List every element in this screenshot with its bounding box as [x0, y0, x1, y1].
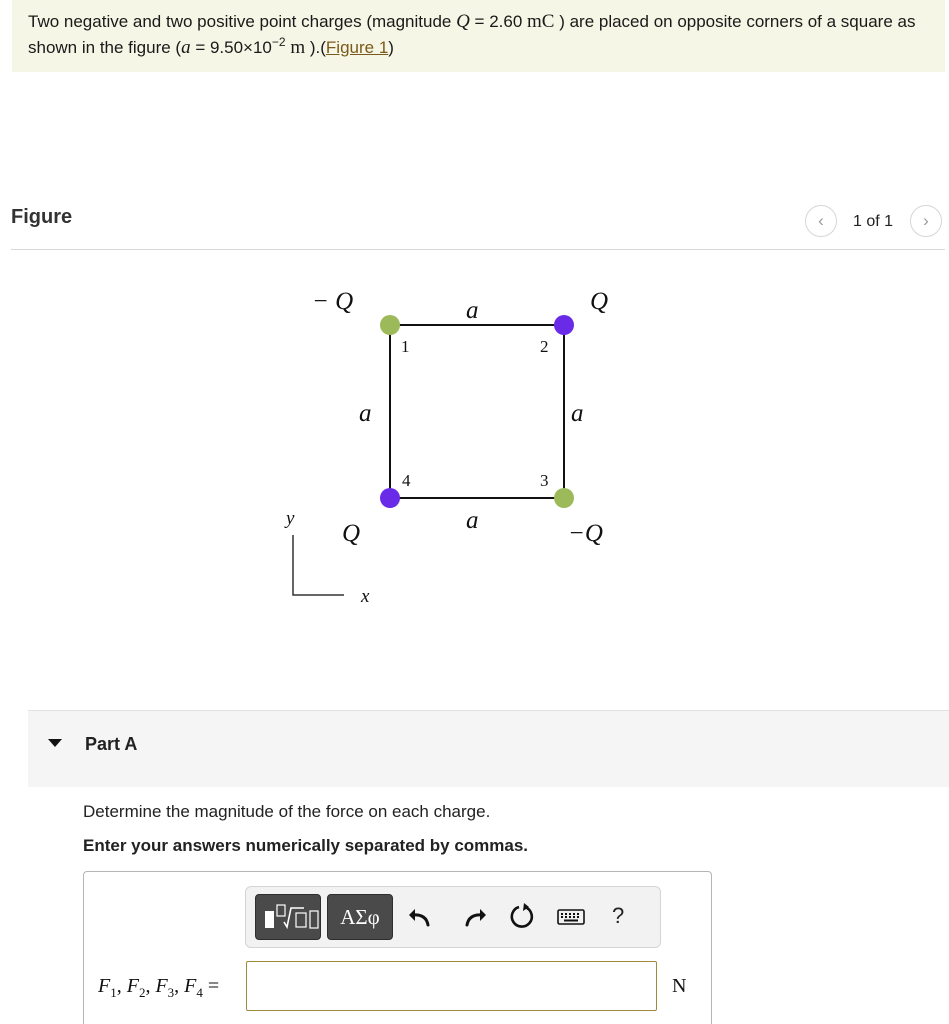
answer-input[interactable]	[246, 961, 657, 1011]
figure-link[interactable]: Figure 1	[325, 38, 389, 57]
sep-3: ,	[174, 975, 185, 997]
equals-sign: =	[202, 975, 220, 997]
figure-page-count: 1 of 1	[853, 213, 894, 230]
side-symbol: a	[181, 37, 191, 58]
redo-icon	[459, 901, 489, 931]
charge-2-number: 2	[540, 337, 549, 356]
side-label-top: a	[466, 297, 479, 324]
charge-3-number: 3	[540, 471, 549, 490]
instruction-text: Enter your answers numerically separated by commas.	[83, 836, 529, 855]
sub-4: 4	[196, 985, 203, 1000]
greek-symbols-button[interactable]: ΑΣφ	[327, 894, 393, 940]
answer-variable-label	[98, 975, 219, 1001]
redo-button[interactable]	[459, 901, 489, 931]
axis-y-label: y	[286, 508, 295, 529]
side-unit: m	[285, 37, 306, 58]
axes	[293, 535, 344, 595]
help-button[interactable]: ?	[612, 903, 625, 928]
problem-statement	[12, 0, 945, 72]
sub-1: 1	[110, 985, 117, 1000]
reset-icon	[507, 901, 537, 931]
figure-title: Figure	[11, 206, 73, 228]
undo-button[interactable]	[406, 901, 436, 931]
part-a-label: Part A	[85, 734, 138, 754]
charge-2-label: Q	[590, 288, 609, 315]
var-f2: F	[126, 975, 139, 997]
problem-text-3: ).(	[305, 38, 326, 57]
problem-text-2: ) are placed on opposite corners of a square as shown in the figure (	[28, 12, 916, 57]
charge-1-label: − Q	[312, 288, 354, 315]
prev-figure-button[interactable]	[805, 205, 837, 237]
charge-2-dot	[554, 315, 574, 335]
chevron-left-icon: ‹	[818, 211, 824, 230]
keyboard-icon	[556, 901, 586, 931]
side-label-bottom: a	[466, 507, 479, 534]
charge-3-label: −Q	[568, 520, 603, 547]
charge-4-dot	[380, 488, 400, 508]
charge-3-dot	[554, 488, 574, 508]
charge-diagram	[0, 250, 949, 705]
figure-pager	[799, 205, 949, 239]
question-text: Determine the magnitude of the force on each charge.	[83, 802, 491, 821]
reset-button[interactable]	[507, 901, 537, 931]
templates-button[interactable]	[255, 894, 321, 940]
charge-4-label: Q	[342, 520, 361, 547]
charge-1-number: 1	[401, 337, 410, 356]
var-f4: F	[184, 975, 197, 997]
side-label-left: a	[359, 400, 372, 427]
side-label-right: a	[571, 400, 584, 427]
undo-icon	[406, 901, 436, 931]
problem-text-4: )	[388, 38, 394, 57]
sep-1: ,	[116, 975, 127, 997]
charge-4-number: 4	[402, 471, 411, 490]
charge-value: = 2.60	[469, 12, 528, 31]
charge-1-dot	[380, 315, 400, 335]
sub-3: 3	[167, 985, 175, 1000]
answer-unit: N	[672, 975, 687, 997]
keyboard-button[interactable]	[556, 901, 586, 931]
side-value: = 9.50×10	[190, 38, 272, 57]
math-toolbar	[245, 886, 661, 948]
chevron-right-icon: ›	[923, 211, 929, 230]
charge-symbol: Q	[456, 11, 470, 32]
sub-2: 2	[138, 985, 146, 1000]
caret-down-icon	[48, 739, 62, 747]
next-figure-button[interactable]	[910, 205, 942, 237]
part-a-header[interactable]	[28, 710, 949, 787]
var-f1: F	[98, 975, 111, 997]
side-exponent: −2	[271, 35, 286, 49]
charge-unit: mC	[527, 11, 555, 32]
templates-icon	[256, 895, 322, 941]
var-f3: F	[155, 975, 168, 997]
problem-text: Two negative and two positive point charges (magnitude	[28, 12, 457, 31]
sep-2: ,	[145, 975, 156, 997]
axis-x-label: x	[361, 586, 370, 607]
